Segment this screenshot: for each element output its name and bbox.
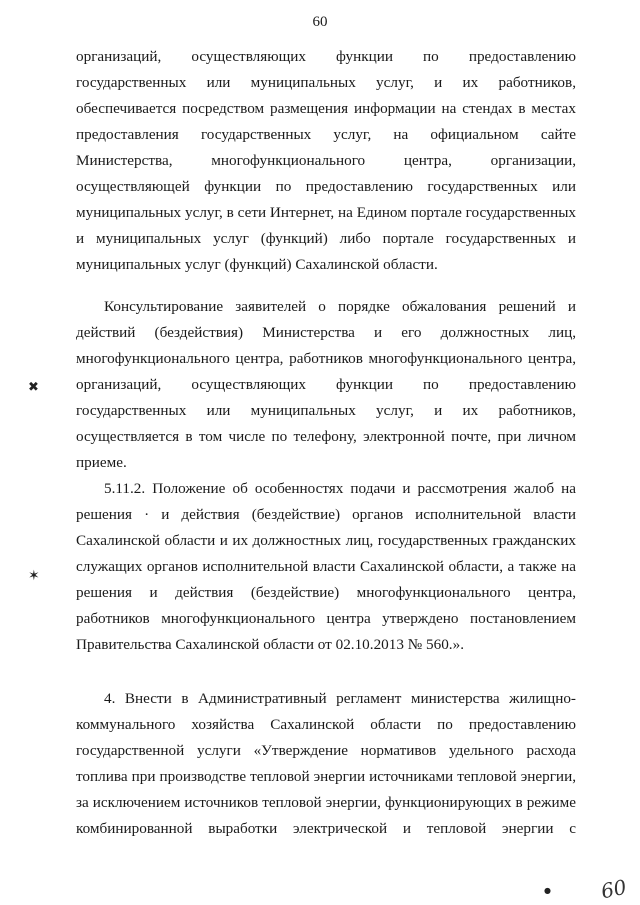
page-number: 60 xyxy=(312,14,328,30)
scan-dot-icon: ● xyxy=(544,886,551,895)
text-line: и муниципальных услуг (функций) либо портале государственных и xyxy=(76,230,576,247)
text-line: 5.11.2. Положение об особенностях подачи и рассмотрения жалоб на xyxy=(104,480,576,497)
text-line: многофункционального центра, работников многофункционального центра, xyxy=(76,350,576,367)
text-line: организаций, осуществляющих функции по предоставлению xyxy=(76,48,576,65)
text-line: 4. Внести в Административный регламент министерства жилищно- xyxy=(104,690,576,707)
text-line: муниципальных услуг (функций) Сахалинской области. xyxy=(76,256,438,273)
text-line: осуществляется в том числе по телефону, электронной почте, при личном xyxy=(76,428,576,445)
text-line: муниципальных услуг, в сети Интернет, на Едином портале государственных xyxy=(76,204,576,221)
text-line: осуществляющей функции по предоставлению государственных или xyxy=(76,178,576,195)
text-line: Консультирование заявителей о порядке обжалования решений и xyxy=(104,298,576,315)
paragraph-gap xyxy=(76,658,576,686)
text-line: топлива при производстве тепловой энергии источниками тепловой энергии, xyxy=(76,768,576,785)
text-line: государственных или муниципальных услуг, и их работников, xyxy=(76,74,576,91)
paragraph-1 xyxy=(76,44,576,278)
paragraph-3 xyxy=(76,476,576,658)
text-line: служащих органов исполнительной власти Сахалинской области, а также на xyxy=(76,558,576,575)
paragraph-gap xyxy=(76,278,576,294)
handwritten-page-note: 60 xyxy=(598,874,629,904)
paragraph-4 xyxy=(76,686,576,842)
text-line: за исключением источников тепловой энергии, функционирующих в режиме xyxy=(76,794,576,811)
paragraph-2 xyxy=(76,294,576,476)
text-line: Сахалинской области и их должностных лиц, государственных гражданских xyxy=(76,532,576,549)
text-line: приеме. xyxy=(76,454,127,471)
text-line: решения · и действия (бездействие) органов исполнительной власти xyxy=(76,506,576,523)
text-line: коммунального хозяйства Сахалинской области по предоставлению xyxy=(76,716,576,733)
scan-artifact-icon: ✖ xyxy=(28,380,39,395)
text-line: комбинированной выработки электрической и тепловой энергии с xyxy=(76,820,576,837)
text-line: государственной услуги «Утверждение нормативов удельного расхода xyxy=(76,742,576,759)
text-line: организаций, осуществляющих функции по предоставлению xyxy=(76,376,576,393)
text-line: действий (бездействия) Министерства и его должностных лиц, xyxy=(76,324,576,341)
scan-artifact-icon: ✶ xyxy=(28,568,40,584)
text-line: Министерства, многофункционального центра, организации, xyxy=(76,152,576,169)
text-line: Правительства Сахалинской области от 02.10.2013 № 560.». xyxy=(76,636,464,653)
document-body xyxy=(76,44,576,842)
text-line: обеспечивается посредством размещения информации на стендах в местах xyxy=(76,100,576,117)
text-line: предоставления государственных услуг, на официальном сайте xyxy=(76,126,576,143)
text-line: решения и действия (бездействие) многофункционального центра, xyxy=(76,584,576,601)
text-line: работников многофункционального центра утверждено постановлением xyxy=(76,610,576,627)
text-line: государственных или муниципальных услуг, и их работников, xyxy=(76,402,576,419)
